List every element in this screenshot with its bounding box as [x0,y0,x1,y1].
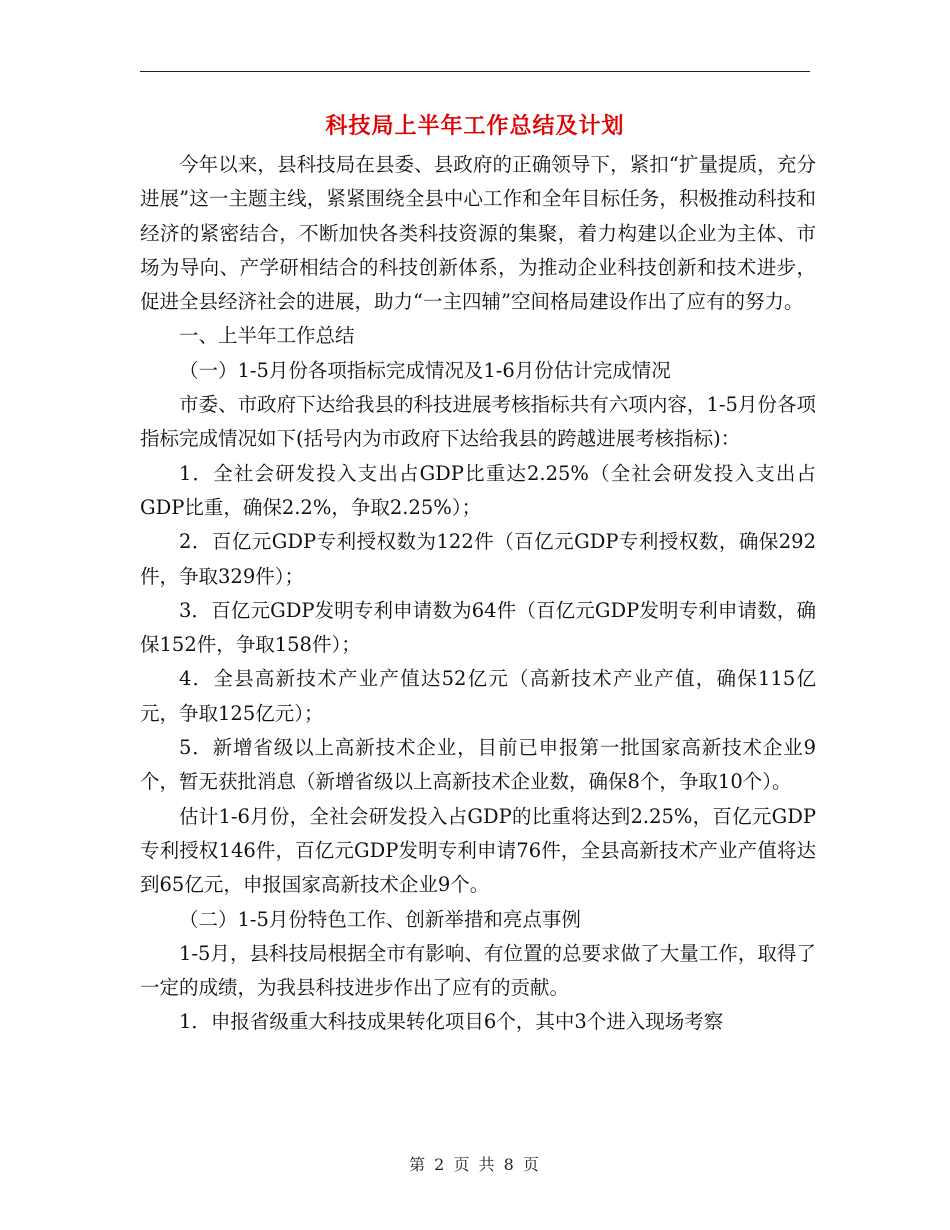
subsection-heading: （一）1-5月份各项指标完成情况及1-6月份估计完成情况 [179,358,671,382]
paragraph: 1-5月，县科技局根据全市有影响、有位置的总要求做了大量工作，取得了一定的成绩，为我县科技进步作出了应有的贡献。 [140,941,816,1000]
list-item: 1．全社会研发投入支出占GDP比重达2.25%（全社会研发投入支出占GDP比重，确保2.2%，争取2.25%）； [140,461,816,519]
document-body [140,148,816,1040]
paragraph: 市委、市政府下达给我县的科技进展考核指标共有六项内容，1-5月份各项指标完成情况如下(括号内为市政府下达给我县的跨越进展考核指标)： [140,393,816,451]
list-item: 1．申报省级重大科技成果转化项目6个，其中3个进入现场考察 [179,1010,724,1034]
list-item: 5．新增省级以上高新技术企业，目前已申报第一批国家高新技术企业9个，暂无获批消息（新增省级以上高新技术企业数，确保8个，争取10个）。 [140,736,816,794]
header-rule [140,71,810,72]
subsection-heading: （二）1-5月份特色工作、创新举措和亮点事例 [179,907,581,931]
list-item: 4．全县高新技术产业产值达52亿元（高新技术产业产值，确保115亿元，争取125亿元）； [140,667,816,725]
paragraph: 估计1-6月份，全社会研发投入占GDP的比重将达到2.25%，百亿元GDP专利授权146件，百亿元GDP发明专利申请76件，全县高新技术产业产值将达到65亿元，申报国家高新技术企业9个。 [140,804,816,897]
paragraph-intro: 今年以来，县科技局在县委、县政府的正确领导下，紧扣“扩量提质，充分进展”这一主题主线，紧紧围绕全县中心工作和全年目标任务，积极推动科技和经济的紧密结合，不断加快各类科技资源的集聚，着力构建以企业为主体、市场为导向、产学研相结合的科技创新体系，为推动企业科技创新和技术进步，促进全县经济社会的进展，助力“一主四辅”空间格局建设作出了应有的努力。 [140,153,816,314]
page-footer: 第 2 页 共 8 页 [409,1155,541,1174]
section-heading: 一、上半年工作总结 [179,324,355,348]
list-item: 2．百亿元GDP专利授权数为122件（百亿元GDP专利授权数，确保292件，争取329件）； [140,530,816,588]
list-item: 3．百亿元GDP发明专利申请数为64件（百亿元GDP发明专利申请数，确保152件，争取158件）； [140,598,816,657]
document-title: 科技局上半年工作总结及计划 [325,114,625,139]
